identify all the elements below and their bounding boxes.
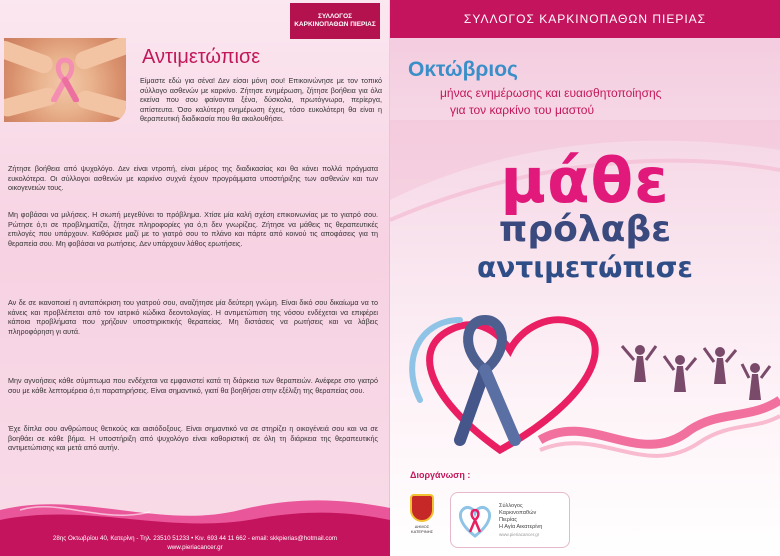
municipality-caption: ΔΗΜΟΣ ΚΑΤΕΡΙΝΗΣ <box>410 524 434 534</box>
paragraph-6: Έχε δίπλα σου ανθρώπους θετικούς και αισιόδοξους. Είναι σημαντικό να σε στηρίζει η οικογένειά σου και να σε βοηθάει σε κάθε βήμα. Η υποστήριξη από ψυχολόγο είναι καθοριστική σε όλη τη διάρκεια της θεραπευτικής αντιμετώπισης και μετά από αυτήν. <box>8 424 378 453</box>
logo-line-4: Η Αγία Αικατερίνη <box>499 523 543 530</box>
association-logo <box>450 492 570 548</box>
paragraph-2: Ζήτησε βοήθεια από ψυχολόγο. Δεν είναι ντροπή, είναι μέρος της διαδικασίας και θα κάνει πολλά πράγματα ευκολότερα. Οι σύλλογοι ασθενών με καρκίνο συχνά έχουν προγράμματα υποστήριξης των ασθενών και των οικογενειών τους. <box>8 164 378 193</box>
headline-learn: μάθε <box>500 144 670 217</box>
paragraph-1: Είμαστε εδώ για σένα! Δεν είσαι μόνη σου! Επικοινώνησε με τον τοπικό σύλλογο ασθενών με καρκίνο. Ζήτησε ενημέρωση, ζήτησε βοήθεια για όλα εκείνα που σου φαίνονται ξένα, δύσκολα, πρωτόγνωρα, περίεργα, απίστευτα. Όσο καλύτερη ενημέρωση έχεις, τόσο ευκολότερη θα είναι η θεραπευτική διαδικασία που θα ακολουθήσει. <box>140 76 382 124</box>
headline-prevent: πρόλαβε <box>498 209 672 250</box>
month-heading: Οκτώβριος <box>408 58 518 81</box>
association-header-box: ΣΥΛΛΟΓΟΣ ΚΑΡΚΙΝΟΠΑΘΩΝ ΠΙΕΡΙΑΣ <box>290 3 380 39</box>
hands-with-ribbon-photo <box>4 38 126 122</box>
logo-website: www.pieriacancer.gr <box>499 531 540 537</box>
campaign-subtitle-1: μήνας ενημέρωσης και ευαισθητοποίησης <box>440 86 662 100</box>
paragraph-3: Μη φοβάσαι να μιλήσεις. Η σιωπή μεγεθύνει το πρόβλημα. Χτίσε μία καλή σχέση επικοινωνίας με το γιατρό σου. Ρώτησε ό,τι σε προβληματίζει, ζήτησε πληροφορίες για ό,τι δεν γνωρίζεις. Ζήτησε να μάθεις τις θεραπευτικές επιλογές που υπάρχουν. Καθόρισε μαζί με το γιατρό σου το πλάνο και πάρτε από κοινού τις αποφάσεις για τη θεραπεία σου. Μη φοβάσαι να ρωτήσεις. Δεν υπάρχουν λάθος ερωτήσεις. <box>8 210 378 248</box>
right-panel <box>390 0 780 556</box>
headline-treat: αντιμετώπισε <box>477 251 693 284</box>
logo-line-3: Πιερίας <box>499 516 518 523</box>
heart-ribbon-illustration <box>390 290 780 480</box>
logo-line-1: Σύλλογος <box>499 502 523 509</box>
paragraph-5: Μην αγνοήσεις κάθε σύμπτωμα που ενδέχεται να εμφανιστεί κατά τη διάρκεια των θεραπειών. Ανέφερε στο γιατρό σου με κάθε λεπτομέρεια ό,τι παρατηρήσεις. Είναι σημαντικό, γιατί θα βοηθήσει στην εξέλιξη της θεραπείας σου. <box>8 376 378 395</box>
contact-footer <box>0 528 390 556</box>
paragraph-4: Αν δε σε ικανοποιεί η ανταπόκριση του γιατρού σου, αναζήτησε μία δεύτερη γνώμη. Είναι δικό σου δικαίωμα να το κάνεις και προβλέπεται από τον ιατρικό κώδικα δεοντολογίας. Η αντιμετώπιση της νόσου ενδέχεται να επιφέρει κάποια προβλήματα που χρήζουν υποστηρικτικής θεραπείας. Μη διστάσεις να ρωτήσεις και να λάβεις πληροφόρηση γι αυτά. <box>8 298 378 336</box>
association-title-bar: ΣΥΛΛΟΓΟΣ ΚΑΡΚΙΝΟΠΑΘΩΝ ΠΙΕΡΙΑΣ <box>390 0 780 38</box>
website-link[interactable]: www.pieriacancer.gr <box>167 544 223 551</box>
section-title: Αντιμετώπισε <box>142 46 261 68</box>
shield-crest-icon <box>410 494 434 522</box>
pink-ribbon-icon <box>50 56 80 102</box>
women-silhouettes <box>622 345 770 400</box>
logo-line-2: Καρκινοπαθών <box>499 509 537 516</box>
campaign-subtitle-2: για τον καρκίνο του μαστού <box>450 103 595 117</box>
organized-by-label: Διοργάνωση : <box>410 470 471 480</box>
contact-details: 28ης Οκτωβρίου 40, Κατερίνη - Τηλ. 23510 51233 • Κιν. 693 44 11 662 - email: skkpierias@hotmail.com <box>52 535 338 542</box>
association-logo-text <box>499 503 542 538</box>
heart-ribbon-icon <box>455 500 495 540</box>
municipality-logo <box>408 494 436 550</box>
